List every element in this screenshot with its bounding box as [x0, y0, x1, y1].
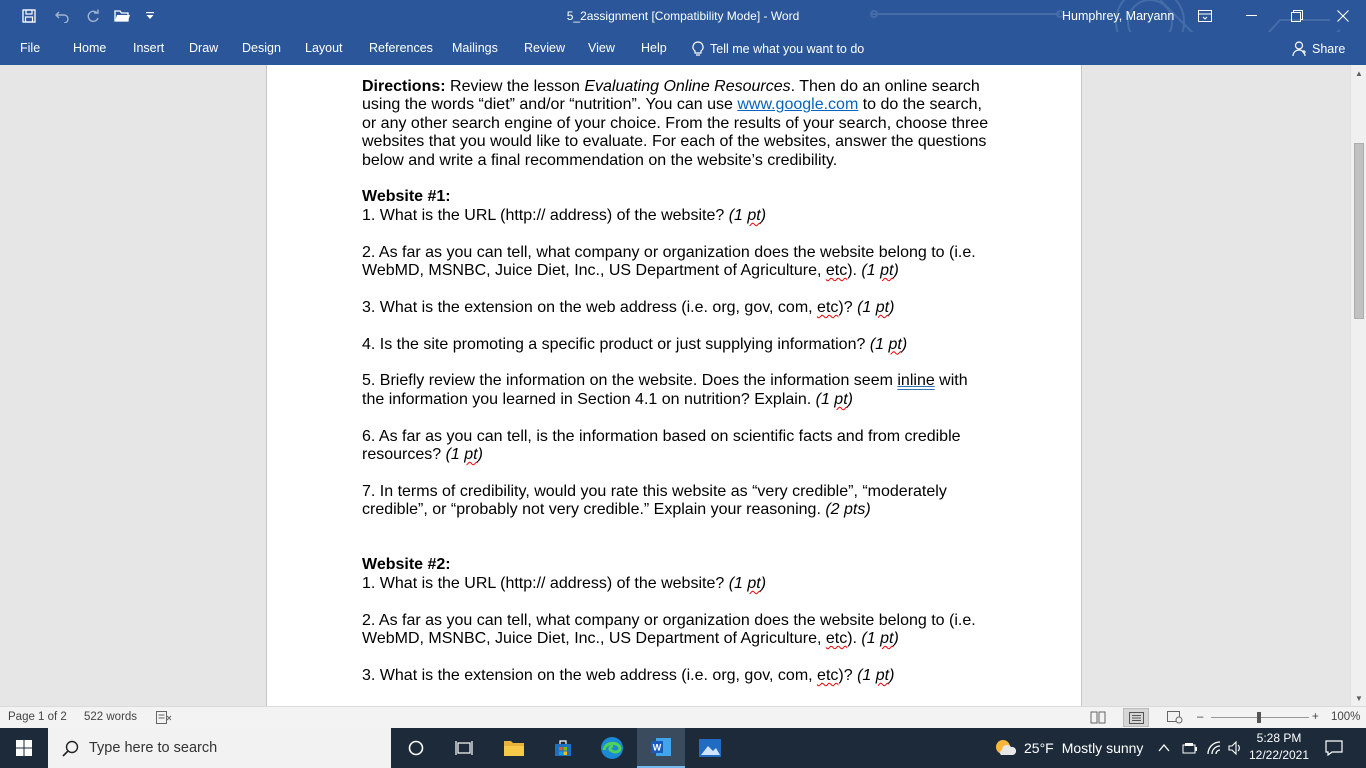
- tab-help[interactable]: Help: [641, 41, 667, 55]
- tab-home[interactable]: Home: [73, 41, 107, 55]
- taskbar-clock[interactable]: [1248, 730, 1310, 764]
- search-icon: [62, 740, 79, 757]
- tell-me-label: Tell me what you want to do: [710, 41, 865, 56]
- svg-text:W: W: [652, 742, 662, 753]
- save-icon[interactable]: [18, 4, 40, 28]
- document-area: [0, 65, 1350, 706]
- clock-date: 12/22/2021: [1248, 748, 1310, 762]
- redo-icon[interactable]: [84, 4, 102, 28]
- directions-label: Directions:: [362, 78, 446, 95]
- scrollbar-thumb[interactable]: [1354, 143, 1364, 319]
- restore-icon[interactable]: [1274, 0, 1320, 32]
- document-body[interactable]: [362, 78, 994, 685]
- notifications-icon[interactable]: [1312, 728, 1356, 768]
- word-taskbar-icon[interactable]: [637, 728, 685, 768]
- scroll-up-icon[interactable]: ▲: [1355, 68, 1363, 78]
- close-icon[interactable]: [1320, 0, 1366, 32]
- tab-draw[interactable]: Draw: [189, 41, 219, 55]
- question-3: 3. What is the extension on the web address (i.e. org, gov, com, etc)? (1 pt): [362, 298, 895, 316]
- question-1: 1. What is the URL (http:// address) of the website? (1 pt): [362, 574, 767, 592]
- question-5: 5. Briefly review the information on the website. Does the information seem inline with the information you learned in Section 4.1 on nutrition? Explain. (1 pt): [362, 372, 968, 408]
- undo-icon[interactable]: [48, 4, 78, 28]
- windows-start-icon[interactable]: [0, 728, 48, 768]
- weather-temperature: 25°F: [1024, 740, 1054, 756]
- tab-review[interactable]: Review: [524, 41, 565, 55]
- task-view-icon[interactable]: [440, 728, 488, 768]
- battery-icon[interactable]: [1178, 728, 1202, 768]
- ribbon-display-options-icon[interactable]: [1182, 0, 1228, 32]
- read-mode-icon[interactable]: [1090, 711, 1106, 725]
- question-2: 2. As far as you can tell, what company or organization does the website belong to (i.e. WebMD, MSNBC, Juice Diet, Inc., US Department of Agriculture, etc). (1 pt): [362, 243, 976, 280]
- share-label: Share: [1312, 41, 1346, 56]
- zoom-level[interactable]: 100%: [1331, 711, 1361, 723]
- taskbar-search-box[interactable]: [48, 728, 391, 768]
- tab-layout[interactable]: Layout: [305, 41, 343, 55]
- status-bar: [0, 706, 1366, 728]
- scroll-down-icon[interactable]: ▼: [1355, 693, 1363, 703]
- clock-time: 5:28 PM: [1256, 731, 1302, 745]
- open-folder-icon[interactable]: [111, 4, 133, 28]
- word-count[interactable]: 522 words: [84, 711, 138, 723]
- chevron-up-icon[interactable]: [1152, 728, 1176, 768]
- lightbulb-icon: [692, 41, 704, 57]
- weather-description: Mostly sunny: [1061, 740, 1144, 756]
- taskbar: [0, 728, 1366, 768]
- file-explorer-icon[interactable]: [490, 728, 538, 768]
- tab-mailings[interactable]: Mailings: [452, 41, 498, 55]
- website2-heading: Website #2:: [362, 556, 451, 574]
- minimize-icon[interactable]: [1228, 0, 1274, 32]
- tab-references[interactable]: References: [369, 41, 433, 55]
- directions-text: Review the lesson: [445, 78, 585, 95]
- customize-qat-icon[interactable]: [143, 4, 157, 28]
- vertical-scrollbar[interactable]: [1350, 65, 1366, 706]
- directions-text: to do the search, or any other search engine of your choice. From the results of your search, choose three websites that you would like to evaluate. For each of the websites, answer the questions below and write a final recommendation on the website’s credibility.: [362, 96, 989, 169]
- tab-design[interactable]: Design: [242, 41, 281, 55]
- question-6: 6. As far as you can tell, is the information based on scientific facts and from credible resources? (1 pt): [362, 427, 961, 464]
- print-layout-button[interactable]: [1123, 708, 1149, 727]
- microsoft-store-icon[interactable]: [539, 728, 587, 768]
- tab-view[interactable]: View: [588, 41, 615, 55]
- tab-file[interactable]: File: [20, 41, 41, 55]
- google-link[interactable]: www.google.com: [737, 96, 859, 114]
- document-title: 5_2assignment [Compatibility Mode] - Word: [566, 9, 800, 23]
- question-1: 1. What is the URL (http:// address) of the website? (1 pt): [362, 206, 767, 224]
- wifi-icon[interactable]: [1202, 728, 1226, 768]
- sun-cloud-icon: [994, 738, 1016, 758]
- document-page[interactable]: [266, 65, 1082, 706]
- zoom-in-button[interactable]: +: [1312, 711, 1319, 723]
- user-name[interactable]: Humphrey, Maryann: [1062, 9, 1175, 23]
- zoom-slider[interactable]: [1211, 717, 1309, 718]
- question-2: 2. As far as you can tell, what company or organization does the website belong to (i.e. WebMD, MSNBC, Juice Diet, Inc., US Department of Agriculture, etc). (1 pt): [362, 611, 976, 648]
- question-7: 7. In terms of credibility, would you rate this website as “very credible”, “moderately credible”, or “probably not very credible.” Explain your reasoning. (2 pts): [362, 482, 947, 519]
- directions-text: . Then do an online search using the words “diet” and/or “nutrition”. You can use: [362, 78, 980, 114]
- directions-paragraph: [362, 78, 994, 170]
- zoom-out-button[interactable]: –: [1197, 711, 1204, 723]
- person-icon: [1292, 41, 1306, 56]
- zoom-slider-thumb[interactable]: [1257, 712, 1261, 723]
- question-3: 3. What is the extension on the web address (i.e. org, gov, com, etc)? (1 pt): [362, 666, 895, 684]
- weather-widget[interactable]: [994, 728, 1143, 768]
- photos-icon[interactable]: [686, 728, 734, 768]
- website1-heading: Website #1:: [362, 188, 451, 206]
- share-button[interactable]: [1292, 32, 1345, 65]
- web-layout-icon[interactable]: [1167, 711, 1183, 725]
- print-layout-icon: [1129, 712, 1144, 724]
- cortana-icon[interactable]: [392, 728, 440, 768]
- volume-icon[interactable]: [1224, 728, 1248, 768]
- page-count[interactable]: Page 1 of 2: [8, 711, 67, 723]
- tab-insert[interactable]: Insert: [133, 41, 165, 55]
- search-placeholder: Type here to search: [89, 740, 218, 756]
- proofing-icon[interactable]: [156, 711, 172, 725]
- question-4: 4. Is the site promoting a specific product or just supplying information? (1 pt): [362, 335, 908, 353]
- edge-browser-icon[interactable]: [588, 728, 636, 768]
- ribbon-tabs: [0, 32, 1366, 65]
- lesson-title: Evaluating Online Resources: [584, 78, 791, 95]
- tell-me-search[interactable]: [692, 32, 864, 65]
- title-bar: [0, 0, 1366, 32]
